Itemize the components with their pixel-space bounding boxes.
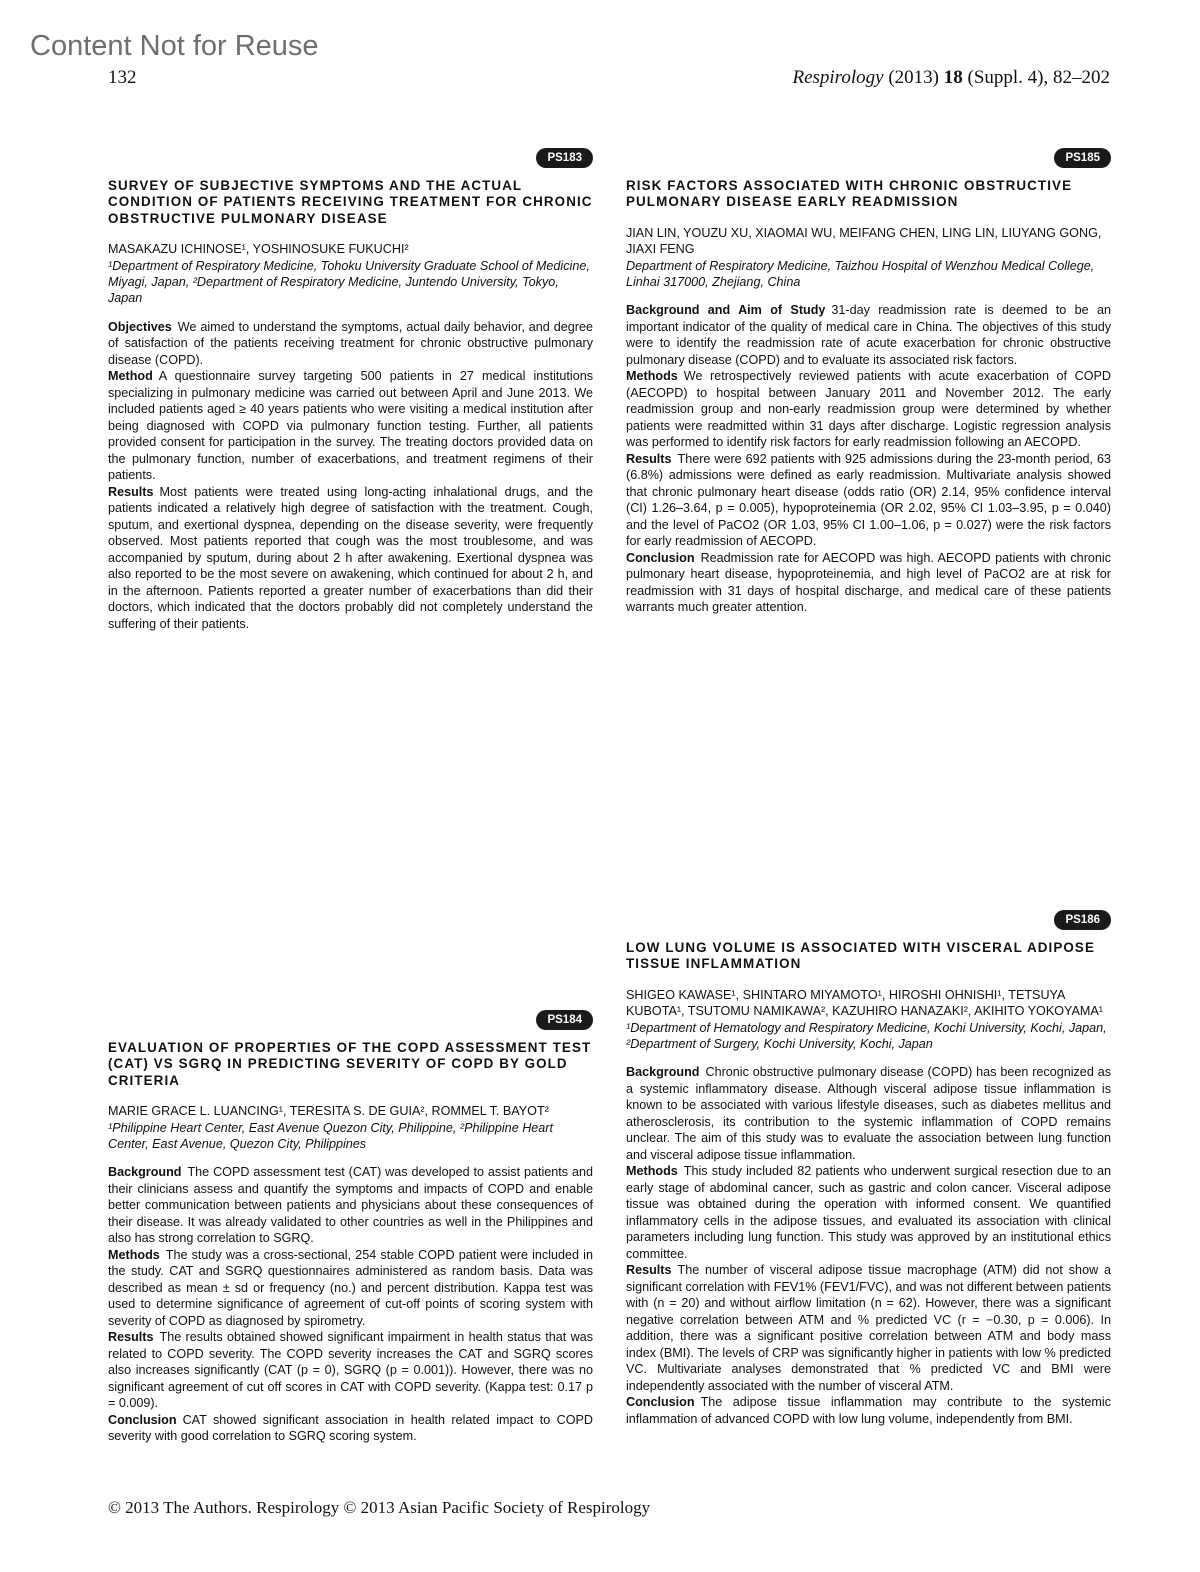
abstract-affiliation: Department of Respiratory Medicine, Taizhou Hospital of Wenzhou Medical College, Linhai 317000, Zhejiang, China	[626, 258, 1095, 290]
abstract-authors: MASAKAZU ICHINOSE¹, YOSHINOSUKE FUKUCHI²	[108, 242, 409, 257]
section-heading: Results	[108, 484, 154, 499]
section-heading: Background	[626, 1065, 700, 1080]
section-text: Most patients were treated using long-acting inhalational drugs, and the patients indicated a relatively high degree of satisfaction with the treatment. Cough, sputum, and exertional dyspnea, depending on the disease severity, were frequently observed. Most patients reported that cough was the most troublesome, and was accompanied by sputum, during about 2 h after awakening. Exertional dyspnea was also reported to be the most severe on awakening, which continued for about 2 h, and in the afternoon. Patients reported a greater number of exacerbations than did their doctors, which indicated that the doctors probably did not completely understand the suffering of their patients.	[108, 484, 593, 631]
journal-year: (2013)	[888, 67, 939, 88]
section-heading: Methods	[626, 369, 678, 384]
abstract-affiliation: ¹Department of Respiratory Medicine, Tohoku University Graduate School of Medicine, Miyagi, Japan, ²Department of Respiratory Medicine, Juntendo University, Tokyo, Japan	[108, 258, 590, 306]
section-text: The results obtained showed significant impairment in health status that was related to COPD severity. The COPD severity increases the CAT and SGRQ scores also increases significantly (CAT (p = 0), SGRQ (p = 0.001)). However, there was no significant agreement of cut off scores in CAT with COPD severity. (Kappa test: 0.17 p = 0.009).	[108, 1330, 593, 1411]
journal-name: Respirology	[792, 67, 884, 88]
section-text: The COPD assessment test (CAT) was developed to assist patients and their clinicians assess and quantify the symptoms and impacts of COPD and enable better communication between patients and physicians about these consequences of their disease. It was already validated to other countries as well in the Philippines and also has strong correlation to SGRQ.	[108, 1165, 593, 1246]
abstract-ps186	[626, 910, 1111, 1427]
section-objectives	[108, 319, 593, 369]
section-text: We retrospectively reviewed patients with acute exacerbation of COPD (AECOPD) to hospital between January 2011 and November 2012. The early readmission group and non-early readmission group were determined by whether patients were readmitted within 31 days after discharge. Logistic regression analysis was performed to identify risk factors for early readmission following an AECOPD.	[626, 369, 1111, 450]
section-text: CAT showed significant association in health related impact to COPD severity with good correlation to SGRQ scoring system.	[108, 1412, 593, 1444]
section-results	[626, 1262, 1111, 1394]
abstract-ps184	[108, 1010, 593, 1445]
section-heading: Background and Aim of Study	[626, 303, 826, 318]
abstract-authors: JIAN LIN, YOUZU XU, XIAOMAI WU, MEIFANG CHEN, LING LIN, LIUYANG GONG, JIAXI FENG	[626, 225, 1102, 257]
journal-issue: (Suppl. 4), 82–202	[967, 67, 1110, 88]
section-background	[626, 302, 1111, 368]
section-text: The adipose tissue inflammation may contribute to the systemic inflammation of advanced COPD with low lung volume, independently from BMI.	[626, 1395, 1111, 1426]
abstract-badge: PS186	[1054, 910, 1111, 930]
abstract-ps183	[108, 148, 593, 632]
abstract-badge: PS184	[536, 1010, 593, 1030]
section-methods	[626, 368, 1111, 451]
section-background	[626, 1064, 1111, 1163]
section-text: There were 692 patients with 925 admissions during the 23-month period, 63 (6.8%) admissions were defined as early readmission. Multivariate analysis showed that chronic pulmonary heart disease (odds ratio (OR) 2.14, 95% confidence interval (CI) 1.26–3.64, p = 0.005), hypoproteinemia (OR 2.02, 95% CI 1.03–3.95, p = 0.040) and the level of PaCO2 (OR 1.03, 95% CI 1.00–1.06, p = 0.027) were the risk factors for early readmission of AECOPD.	[626, 451, 1111, 549]
section-heading: Method	[108, 369, 153, 384]
section-heading: Methods	[626, 1164, 678, 1179]
abstract-authors: MARIE GRACE L. LUANCING¹, TERESITA S. DE GUIA², ROMMEL T. BAYOT²	[108, 1104, 549, 1119]
abstract-affiliation: ¹Department of Hematology and Respiratory Medicine, Kochi University, Kochi, Japan, ²Department of Surgery, Kochi University, Kochi, Japan	[626, 1020, 1107, 1052]
watermark: Content Not for Reuse	[30, 30, 319, 62]
section-conclusion	[626, 550, 1111, 616]
section-conclusion	[626, 1394, 1111, 1427]
section-heading: Conclusion	[626, 550, 695, 565]
section-heading: Methods	[108, 1247, 160, 1262]
abstract-badge: PS185	[1054, 148, 1111, 168]
section-text: This study included 82 patients who underwent surgical resection due to an early stage of abdominal cancer, such as gastric and colon cancer. Visceral adipose tissue was obtained during the operation with informed consent. We quantified inflammatory cells in the adipose tissues, and evaluated its association with clinical parameters including lung function. This study was approved by an institutional ethics committee.	[626, 1164, 1111, 1261]
section-heading: Conclusion	[626, 1395, 695, 1410]
section-text: We aimed to understand the symptoms, actual daily behavior, and degree of satisfaction of the patients receiving treatment for chronic obstructive pulmonary disease (COPD).	[108, 319, 593, 367]
section-text: The number of visceral adipose tissue macrophage (ATM) did not show a significant correlation with FEV1% (FEV1/FVC), and was not different between patients with (n = 20) and without airflow limitation (n = 62). However, there was a significant negative correlation between ATM and % predicted VC (r = −0.30, p = 0.006). In addition, there was a significant positive correlation between ATM and body mass index (BMI). The levels of CRP was significantly higher in patients with low % predicted VC. Multivariate analyses demonstrated that % predicted VC and BMI were independently associated with the number of visceral ATM.	[626, 1263, 1111, 1393]
abstract-title: SURVEY OF SUBJECTIVE SYMPTOMS AND THE ACTUAL CONDITION OF PATIENTS RECEIVING TREATMENT FOR CHRONIC OBSTRUCTIVE PULMONARY DISEASE	[108, 178, 593, 226]
abstract-ps185	[626, 148, 1111, 616]
abstract-affiliation: ¹Philippine Heart Center, East Avenue Quezon City, Philippine, ²Philippine Heart Center, East Avenue, Quezon City, Philippines	[108, 1120, 553, 1152]
section-heading: Results	[108, 1330, 154, 1345]
section-text: The study was a cross-sectional, 254 stable COPD patient were included in the study. CAT and SGRQ questionnaires administered as random basis. Data was described as mean ± sd or frequency (no.) and percent distribution. Kappa test was used to determine significance of agreement of cut-off points of scoring system with severity of COPD as diagnosed by spirometry.	[108, 1247, 593, 1328]
section-heading: Background	[108, 1165, 182, 1180]
abstract-title: RISK FACTORS ASSOCIATED WITH CHRONIC OBSTRUCTIVE PULMONARY DISEASE EARLY READMISSION	[626, 178, 1073, 210]
abstract-badge: PS183	[536, 148, 593, 168]
section-methods	[626, 1163, 1111, 1262]
section-results	[626, 451, 1111, 550]
section-method	[108, 368, 593, 484]
section-text: A questionnaire survey targeting 500 patients in 27 medical institutions specializing in pulmonary medicine was carried out between April and June 2013. We included patients aged ≥ 40 years patients who were visiting a medical institution after being diagnosed with COPD via pulmonary function testing. Further, all patients provided consent for participation in the survey. The treating doctors provided data on the pulmonary function, number of exacerbations, and treatment regimens of their patients.	[108, 369, 593, 483]
section-conclusion	[108, 1412, 593, 1445]
abstract-title: EVALUATION OF PROPERTIES OF THE COPD ASSESSMENT TEST (CAT) VS SGRQ IN PREDICTING SEVERITY OF COPD BY GOLD CRITERIA	[108, 1040, 592, 1088]
journal-volume: 18	[943, 67, 963, 88]
page-number: 132	[108, 67, 137, 88]
section-results	[108, 484, 593, 633]
section-text: 31-day readmission rate is deemed to be an important indicator of the quality of medical care in China. The objectives of this study were to identify the readmission rate of acute exacerbation for chronic obstructive pulmonary disease (COPD) and to evaluate its associated risk factors.	[626, 303, 1111, 367]
section-text: Readmission rate for AECOPD was high. AECOPD patients with chronic pulmonary heart disease, hypoproteinemia, and high level of PaCO2 are at risk for readmission with 31 days of hospital discharge, and medical care of these patients warrants much greater attention.	[626, 550, 1111, 615]
section-heading: Objectives	[108, 319, 172, 334]
section-methods	[108, 1247, 593, 1330]
abstract-title: LOW LUNG VOLUME IS ASSOCIATED WITH VISCERAL ADIPOSE TISSUE INFLAMMATION	[626, 940, 1095, 972]
section-text: Chronic obstructive pulmonary disease (COPD) has been recognized as a systemic inflammatory disease. Although visceral adipose tissue inflammation is known to be associated with various lifestyle diseases, such as diabetes mellitus and atherosclerosis, its contribution to the systemic inflammation of COPD remains unclear. The aim of this study was to evaluate the association between lung function and visceral adipose tissue inflammation.	[626, 1065, 1111, 1162]
section-heading: Results	[626, 1263, 672, 1278]
section-results	[108, 1329, 593, 1412]
copyright-footer: © 2013 The Authors. Respirology © 2013 Asian Pacific Society of Respirology	[108, 1498, 651, 1517]
section-heading: Results	[626, 451, 672, 466]
running-head	[792, 67, 1110, 89]
section-background	[108, 1164, 593, 1247]
abstract-authors: SHIGEO KAWASE¹, SHINTARO MIYAMOTO¹, HIROSHI OHNISHI¹, TETSUYA KUBOTA¹, TSUTOMU NAMIKAWA², KAZUHIRO HANAZAKI², AKIHITO YOKOYAMA¹	[626, 987, 1103, 1019]
section-heading: Conclusion	[108, 1412, 177, 1427]
